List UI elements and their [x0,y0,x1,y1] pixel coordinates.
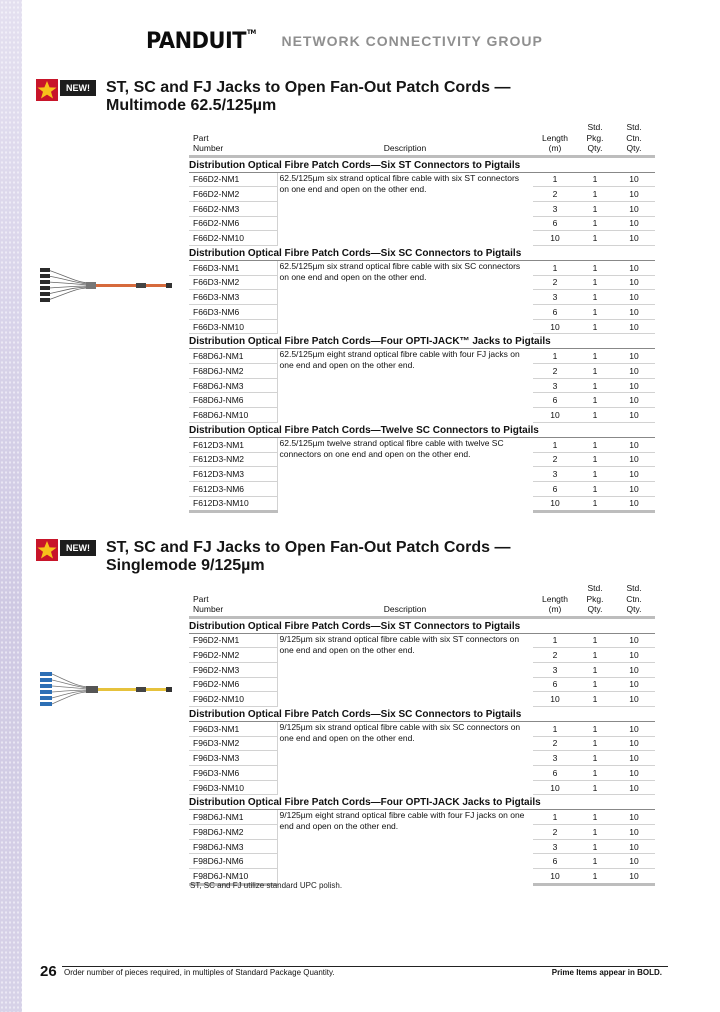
length-cell: 6 [533,393,577,408]
group-title: Distribution Optical Fibre Patch Cords—Six ST Connectors to Pigtails [189,617,655,633]
pkg-qty-cell: 1 [577,467,613,482]
length-cell: 6 [533,766,577,781]
ctn-qty-cell: 10 [613,751,655,766]
pkg-qty-cell: 1 [577,305,613,320]
length-cell: 2 [533,452,577,467]
length-cell: 1 [533,172,577,187]
pkg-qty-cell: 1 [577,633,613,648]
length-cell: 2 [533,275,577,290]
table-row [189,810,655,825]
description-cell: 62.5/125µm eight strand optical fibre cable with four FJ jacks on one end and open on the other end. [277,349,533,422]
pkg-qty-cell: 1 [577,201,613,216]
product-photo-st-fanout [36,672,186,706]
pkg-qty-cell: 1 [577,216,613,231]
length-cell: 1 [533,810,577,825]
singlemode-spec-table [189,583,655,886]
description-cell: 9/125µm six strand optical fibre cable with six ST connectors on one end and open on the other end. [277,633,533,706]
pkg-qty-cell: 1 [577,187,613,202]
length-cell: 10 [533,231,577,246]
pkg-qty-cell: 1 [577,648,613,663]
description-cell: 9/125µm six strand optical fibre cable with six SC connectors on one end and open on the other end. [277,721,533,794]
ctn-qty-cell: 10 [613,677,655,692]
pkg-qty-cell: 1 [577,751,613,766]
part-number-cell: F66D2-NM1 [189,172,277,187]
length-cell: 3 [533,290,577,305]
col-part-number: Part Number [189,122,277,156]
part-number-cell: F612D3-NM3 [189,467,277,482]
brand-logo: PANDUIT™ [146,28,256,54]
group-title: Distribution Optical Fibre Patch Cords—Six SC Connectors to Pigtails [189,245,655,260]
pkg-qty-cell: 1 [577,452,613,467]
pkg-qty-cell: 1 [577,408,613,423]
length-cell: 6 [533,305,577,320]
part-number-cell: F66D3-NM10 [189,319,277,334]
length-cell: 1 [533,633,577,648]
col-description: Description [277,122,533,156]
part-number-cell: F66D3-NM2 [189,275,277,290]
table-row [189,633,655,648]
col-part-number: Part Number [189,583,277,617]
group-heading-row [189,795,655,810]
description-cell: 62.5/125µm six strand optical fibre cable with six SC connectors on one end and open on the other end. [277,260,533,333]
table-row [189,349,655,364]
group-heading-row [189,334,655,349]
length-cell: 1 [533,349,577,364]
ctn-qty-cell: 10 [613,854,655,869]
col-ctn-qty: Std. Ctn. Qty. [613,122,655,156]
length-cell: 3 [533,839,577,854]
part-number-cell: F96D2-NM1 [189,633,277,648]
col-pkg-qty: Std. Pkg. Qty. [577,122,613,156]
ctn-qty-cell: 10 [613,452,655,467]
part-number-cell: F96D3-NM1 [189,721,277,736]
header-tagline: NETWORK CONNECTIVITY GROUP [281,33,543,49]
group-heading-row [189,422,655,437]
length-cell: 2 [533,736,577,751]
ctn-qty-cell: 10 [613,481,655,496]
part-number-cell: F66D3-NM1 [189,260,277,275]
pkg-qty-cell: 1 [577,766,613,781]
group-title: Distribution Optical Fibre Patch Cords—Four OPTI-JACK Jacks to Pigtails [189,795,655,810]
col-description: Description [277,583,533,617]
ctn-qty-cell: 10 [613,364,655,379]
ctn-qty-cell: 10 [613,275,655,290]
pkg-qty-cell: 1 [577,692,613,707]
length-cell: 2 [533,364,577,379]
pkg-qty-cell: 1 [577,854,613,869]
ctn-qty-cell: 10 [613,260,655,275]
part-number-cell: F96D3-NM2 [189,736,277,751]
length-cell: 3 [533,751,577,766]
ctn-qty-cell: 10 [613,172,655,187]
footer-order-note: Order number of pieces required, in multiples of Standard Package Quantity. [64,968,335,977]
length-cell: 10 [533,496,577,512]
pkg-qty-cell: 1 [577,437,613,452]
pkg-qty-cell: 1 [577,839,613,854]
pkg-qty-cell: 1 [577,677,613,692]
ctn-qty-cell: 10 [613,319,655,334]
ctn-qty-cell: 10 [613,648,655,663]
pkg-qty-cell: 1 [577,378,613,393]
footer-prime-note: Prime Items appear in BOLD. [551,968,662,977]
length-cell: 10 [533,780,577,795]
ctn-qty-cell: 10 [613,766,655,781]
part-number-cell: F68D6J-NM6 [189,393,277,408]
group-heading-row [189,245,655,260]
ctn-qty-cell: 10 [613,290,655,305]
col-pkg-qty: Std. Pkg. Qty. [577,583,613,617]
pkg-qty-cell: 1 [577,349,613,364]
pkg-qty-cell: 1 [577,869,613,885]
multimode-spec-table [189,122,655,513]
pkg-qty-cell: 1 [577,810,613,825]
pkg-qty-cell: 1 [577,736,613,751]
group-heading-row [189,617,655,633]
pkg-qty-cell: 1 [577,260,613,275]
length-cell: 3 [533,378,577,393]
length-cell: 1 [533,437,577,452]
pkg-qty-cell: 1 [577,662,613,677]
table-row [189,721,655,736]
ctn-qty-cell: 10 [613,378,655,393]
pkg-qty-cell: 1 [577,780,613,795]
length-cell: 6 [533,854,577,869]
length-cell: 6 [533,216,577,231]
ctn-qty-cell: 10 [613,721,655,736]
col-length: Length (m) [533,122,577,156]
section-title: ST, SC and FJ Jacks to Open Fan-Out Patch Cords — Multimode 62.5/125µm [106,79,511,114]
ctn-qty-cell: 10 [613,408,655,423]
ctn-qty-cell: 10 [613,662,655,677]
length-cell: 10 [533,692,577,707]
ctn-qty-cell: 10 [613,839,655,854]
part-number-cell: F66D3-NM3 [189,290,277,305]
description-cell: 62.5/125µm twelve strand optical fibre cable with twelve SC connectors on one end and open on the other end. [277,437,533,511]
ctn-qty-cell: 10 [613,736,655,751]
part-number-cell: F612D3-NM10 [189,496,277,512]
part-number-cell: F68D6J-NM3 [189,378,277,393]
pkg-qty-cell: 1 [577,319,613,334]
star-icon [36,79,58,101]
part-number-cell: F96D3-NM6 [189,766,277,781]
ctn-qty-cell: 10 [613,201,655,216]
pkg-qty-cell: 1 [577,481,613,496]
part-number-cell: F612D3-NM1 [189,437,277,452]
length-cell: 3 [533,662,577,677]
part-number-cell: F98D6J-NM1 [189,810,277,825]
ctn-qty-cell: 10 [613,187,655,202]
group-title: Distribution Optical Fibre Patch Cords—Twelve SC Connectors to Pigtails [189,422,655,437]
ctn-qty-cell: 10 [613,437,655,452]
ctn-qty-cell: 10 [613,496,655,512]
col-length: Length (m) [533,583,577,617]
length-cell: 10 [533,319,577,334]
table-header-row [189,583,655,617]
section-multimode-heading [36,79,511,115]
description-cell: 9/125µm eight strand optical fibre cable with four FJ jacks on one end and open on the other end. [277,810,533,884]
group-heading-row [189,156,655,172]
group-heading-row [189,706,655,721]
part-number-cell: F66D2-NM2 [189,187,277,202]
part-number-cell: F98D6J-NM2 [189,825,277,840]
new-badge: NEW! [36,539,106,575]
star-icon [36,539,58,561]
length-cell: 2 [533,648,577,663]
length-cell: 6 [533,481,577,496]
ctn-qty-cell: 10 [613,393,655,408]
ctn-qty-cell: 10 [613,869,655,885]
length-cell: 3 [533,467,577,482]
footnote: ST, SC and FJ utilize standard UPC polish. [190,881,343,890]
length-cell: 2 [533,825,577,840]
part-number-cell: F96D2-NM10 [189,692,277,707]
pkg-qty-cell: 1 [577,172,613,187]
length-cell: 6 [533,677,577,692]
ctn-qty-cell: 10 [613,633,655,648]
part-number-cell: F612D3-NM6 [189,481,277,496]
ctn-qty-cell: 10 [613,780,655,795]
description-cell: 62.5/125µm six strand optical fibre cable with six ST connectors on one end and open on the other end. [277,172,533,245]
part-number-cell: F96D2-NM6 [189,677,277,692]
page-number: 26 [40,963,57,980]
pkg-qty-cell: 1 [577,393,613,408]
new-badge: NEW! [36,79,106,115]
col-ctn-qty: Std. Ctn. Qty. [613,583,655,617]
part-number-cell: F68D6J-NM10 [189,408,277,423]
ctn-qty-cell: 10 [613,231,655,246]
part-number-cell: F66D2-NM3 [189,201,277,216]
ctn-qty-cell: 10 [613,810,655,825]
pkg-qty-cell: 1 [577,290,613,305]
length-cell: 2 [533,187,577,202]
section-singlemode-heading [36,539,511,575]
length-cell: 1 [533,721,577,736]
product-photo-sc-fanout [36,268,186,302]
section-title: ST, SC and FJ Jacks to Open Fan-Out Patch Cords — Singlemode 9/125µm [106,539,511,574]
part-number-cell: F96D3-NM3 [189,751,277,766]
part-number-cell: F68D6J-NM1 [189,349,277,364]
part-number-cell: F98D6J-NM3 [189,839,277,854]
part-number-cell: F612D3-NM2 [189,452,277,467]
ctn-qty-cell: 10 [613,825,655,840]
table-row [189,172,655,187]
part-number-cell: F66D2-NM6 [189,216,277,231]
length-cell: 10 [533,869,577,885]
pkg-qty-cell: 1 [577,496,613,512]
header [146,28,543,54]
part-number-cell: F98D6J-NM10 [189,869,277,885]
part-number-cell: F66D3-NM6 [189,305,277,320]
part-number-cell: F96D3-NM10 [189,780,277,795]
pkg-qty-cell: 1 [577,721,613,736]
pkg-qty-cell: 1 [577,275,613,290]
footer-rule [62,966,668,967]
length-cell: 10 [533,408,577,423]
ctn-qty-cell: 10 [613,349,655,364]
table-row [189,260,655,275]
ctn-qty-cell: 10 [613,467,655,482]
decorative-side-strip [0,0,22,1012]
pkg-qty-cell: 1 [577,825,613,840]
length-cell: 3 [533,201,577,216]
part-number-cell: F98D6J-NM6 [189,854,277,869]
pkg-qty-cell: 1 [577,364,613,379]
ctn-qty-cell: 10 [613,692,655,707]
ctn-qty-cell: 10 [613,216,655,231]
group-title: Distribution Optical Fibre Patch Cords—Six ST Connectors to Pigtails [189,156,655,172]
part-number-cell: F66D2-NM10 [189,231,277,246]
part-number-cell: F68D6J-NM2 [189,364,277,379]
length-cell: 1 [533,260,577,275]
part-number-cell: F96D2-NM2 [189,648,277,663]
group-title: Distribution Optical Fibre Patch Cords—Four OPTI-JACK™ Jacks to Pigtails [189,334,655,349]
ctn-qty-cell: 10 [613,305,655,320]
group-title: Distribution Optical Fibre Patch Cords—Six SC Connectors to Pigtails [189,706,655,721]
table-header-row [189,122,655,156]
pkg-qty-cell: 1 [577,231,613,246]
part-number-cell: F96D2-NM3 [189,662,277,677]
table-row [189,437,655,452]
